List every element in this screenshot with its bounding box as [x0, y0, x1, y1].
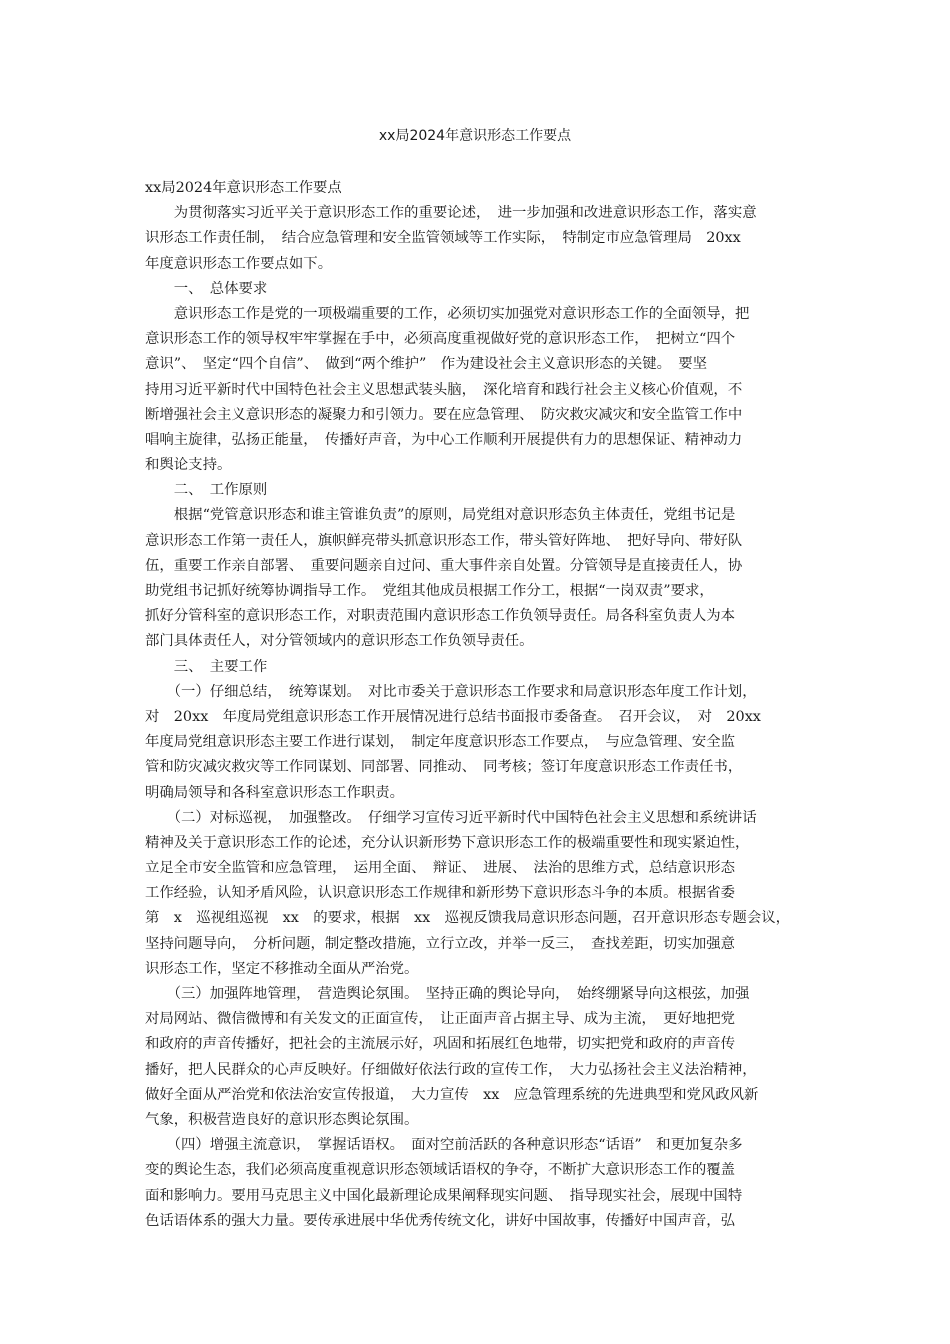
text-line: 气象，积极营造良好的意识形态舆论氛围。	[145, 1111, 419, 1128]
text-line: （一）仔细总结， 统筹谋划。 对比市委关于意识形态工作要求和局意识形态年度工作计划，	[145, 683, 757, 700]
text-line: 做好全面从严治党和依法治安宣传报道， 大力宣传 xx 应急管理系统的先进典型和党风政风新	[145, 1086, 759, 1103]
text-line: 伍，重要工作亲自部署、 重要问题亲自过问、重大事件亲自处置。分管领导是直接责任人，协	[145, 557, 743, 574]
text-line: 坚持问题导向， 分析问题，制定整改措施，立行立改，并举一反三， 查找差距，切实加强意	[145, 935, 736, 952]
text-line: 播好，把人民群众的心声反映好。仔细做好依法行政的宣传工作， 大力弘扬社会主义法治精神，	[145, 1061, 757, 1078]
text-line: 管和防灾减灾救灾等工作同谋划、同部署、同推动、 同考核；签订年度意识形态工作责任书，	[145, 759, 743, 776]
text-line: 对 20xx 年度局党组意识形态工作开展情况进行总结书面报市委备查。 召开会议， 对 20xx	[145, 708, 761, 725]
text-line: 抓好分管科室的意识形态工作，对职责范围内意识形态工作负领导责任。局各科室负责人为本	[145, 608, 736, 625]
text-line: 和舆论支持。	[145, 457, 232, 474]
text-line: 年度意识形态工作要点如下。	[145, 255, 333, 272]
text-line: 意识形态工作是党的一项极端重要的工作，必须切实加强党对意识形态工作的全面领导，把	[145, 305, 750, 322]
text-line: （四）增强主流意识， 掌握话语权。 面对空前活跃的各种意识形态“话语” 和更加复杂多	[145, 1137, 743, 1154]
text-line: 精神及关于意识形态工作的论述，充分认识新形势下意识形态工作的极端重要性和现实紧迫性，	[145, 834, 750, 851]
text-line: 识形态工作，坚定不移推动全面从严治党。	[145, 960, 419, 977]
text-line: xx局2024年意识形态工作要点	[145, 180, 342, 196]
text-line: 识形态工作责任制， 结合应急管理和安全监管领域等工作实际， 特制定市应急管理局 20xx	[145, 230, 741, 247]
text-line: 意识形态工作的领导权牢牢掌握在手中，必须高度重视做好党的意识形态工作， 把树立“四个	[145, 331, 736, 348]
text-line: 持用习近平新时代中国特色社会主义思想武装头脑， 深化培育和践行社会主义核心价值观，不	[145, 381, 743, 398]
text-line: 意识形态工作第一责任人，旗帜鲜亮带头抓意识形态工作，带头管好阵地、 把好导向、带好队	[145, 532, 743, 549]
text-line: 和政府的声音传播好，把社会的主流展示好，巩固和拓展红色地带，切实把党和政府的声音传	[145, 1036, 736, 1053]
text-line: 意识”、 坚定“四个自信”、 做到“两个维护” 作为建设社会主义意识形态的关键。 要坚	[145, 356, 708, 373]
text-line: 断增强社会主义意识形态的凝聚力和引领力。要在应急管理、 防灾救灾减灾和安全监管工作中	[145, 406, 743, 423]
text-line: 面和影响力。要用马克思主义中国化最新理论成果阐释现实问题、 指导现实社会，展现中国特	[145, 1187, 743, 1204]
text-line: 一、 总体要求	[145, 280, 268, 297]
text-line: 二、 工作原则	[145, 482, 268, 499]
text-line: 色话语体系的强大力量。要传承进展中华优秀传统文化，讲好中国故事，传播好中国声音，弘	[145, 1212, 736, 1229]
document-body	[145, 176, 815, 1234]
text-line: 工作经验，认知矛盾风险，认识意识形态工作规律和新形势下意识形态斗争的本质。根据省委	[145, 885, 736, 902]
text-line: 根据“党管意识形态和谁主管谁负责”的原则，局党组对意识形态负主体责任，党组书记是	[145, 507, 736, 524]
text-line: 对局网站、微信微博和有关发文的正面宣传， 让正面声音占据主导、成为主流， 更好地把党	[145, 1011, 736, 1028]
text-line: 部门具体责任人，对分管领域内的意识形态工作负领导责任。	[145, 633, 534, 650]
text-line: 助党组书记抓好统筹协调指导工作。 党组其他成员根据工作分工，根据“一岗双责”要求，	[145, 583, 714, 599]
text-line: 第 x 巡视组巡视 xx 的要求，根据 xx 巡视反馈我局意识形态问题，召开意识形态专题会议，	[145, 910, 790, 927]
text-line: 明确局领导和各科室意识形态工作职责。	[145, 784, 405, 801]
text-line: 年度局党组意识形态主要工作进行谋划， 制定年度意识形态工作要点， 与应急管理、安全监	[145, 734, 736, 751]
text-line: 变的舆论生态，我们必须高度重视意识形态领域话语权的争夺，不断扩大意识形态工作的覆盖	[145, 1162, 736, 1179]
text-line: （二）对标巡视， 加强整改。 仔细学习宣传习近平新时代中国特色社会主义思想和系统讲话	[145, 809, 757, 826]
document-title: xx局2024年意识形态工作要点	[378, 128, 572, 144]
text-line: 唱响主旋律，弘扬正能量， 传播好声音，为中心工作顺利开展提供有力的思想保证、精神动力	[145, 431, 743, 448]
text-line: （三）加强阵地管理， 营造舆论氛围。 坚持正确的舆论导向， 始终绷紧导向这根弦，加强	[145, 986, 750, 1002]
text-line: 立足全市安全监管和应急管理， 运用全面、 辩证、 进展、 法治的思维方式，总结意识形态	[145, 860, 736, 877]
text-line: 为贯彻落实习近平关于意识形态工作的重要论述， 进一步加强和改进意识形态工作，落实意	[145, 205, 757, 222]
text-line: 三、 主要工作	[145, 658, 268, 675]
